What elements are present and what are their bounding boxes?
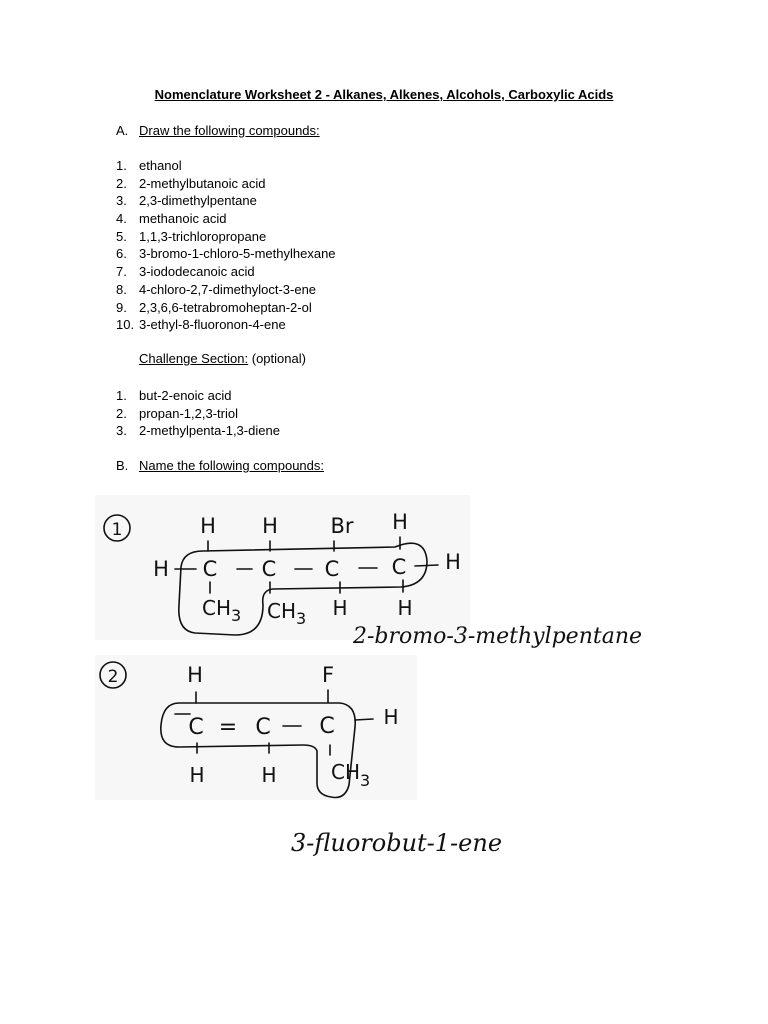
atom-chain-c2: C xyxy=(255,715,271,740)
atom-chain-c3: C xyxy=(319,714,335,739)
section-a-heading xyxy=(116,123,320,138)
list-item xyxy=(116,387,280,405)
structure-2-answer: 3-fluorobut-1-ene xyxy=(291,829,503,857)
section-a-title: Draw the following compounds: xyxy=(139,123,320,138)
item-number: 1. xyxy=(116,158,127,173)
item-number: 2. xyxy=(116,175,127,191)
atom-chain-c1: C xyxy=(202,557,218,581)
item-number: 3. xyxy=(116,193,127,209)
atom-chain-c1: C xyxy=(188,715,204,740)
list-item xyxy=(116,281,336,299)
atom-bottom-3: H xyxy=(332,596,348,620)
item-number: 1. xyxy=(116,388,127,403)
list-item xyxy=(116,299,336,317)
list-item xyxy=(116,210,336,228)
challenge-title: Challenge Section: xyxy=(139,351,249,366)
structure-1-drawing xyxy=(95,495,745,655)
atom-bottom-4: H xyxy=(397,596,413,620)
item-text: 3-bromo-1-chloro-5-methylhexane xyxy=(139,246,336,262)
atom-bottom-2: $CH_3$ xyxy=(267,599,307,628)
atom-bottom-2: H xyxy=(261,763,277,787)
list-item xyxy=(116,422,280,440)
list-item xyxy=(116,175,336,193)
item-text: 2-methylpenta-1,3-diene xyxy=(139,423,280,439)
question-number: 1 xyxy=(111,520,123,540)
structure-2-drawing xyxy=(95,655,595,865)
item-number: 2. xyxy=(116,405,127,421)
list-item xyxy=(116,316,336,334)
atom-top-4: H xyxy=(392,510,408,534)
section-b-heading xyxy=(116,458,324,473)
item-number: 6. xyxy=(116,246,127,262)
item-text: 2,3-dimethylpentane xyxy=(139,193,257,209)
item-number: 5. xyxy=(116,228,127,244)
atom-top-2: F xyxy=(321,663,335,687)
item-text: 4-chloro-2,7-dimethyloct-3-ene xyxy=(139,281,317,297)
double-bond: = xyxy=(218,715,238,740)
atom-chain-c4: C xyxy=(391,555,407,579)
list-item xyxy=(116,245,336,263)
list-item xyxy=(116,228,336,246)
atom-bottom-1: H xyxy=(189,763,205,787)
atom-chain-c2: C xyxy=(261,557,277,581)
atom-chain-c3: C xyxy=(324,557,340,581)
draw-list xyxy=(116,157,336,334)
atom-top-2: H xyxy=(262,514,278,538)
item-number: 3. xyxy=(116,423,127,439)
item-text: but-2-enoic acid xyxy=(139,388,232,403)
question-number: 2 xyxy=(107,667,119,687)
worksheet-title: Nomenclature Worksheet 2 - Alkanes, Alkenes, Alcohols, Carboxylic Acids xyxy=(154,87,614,102)
item-text: propan-1,2,3-triol xyxy=(139,405,238,421)
atom-top-3: Br xyxy=(330,514,354,538)
item-text: 3-ethyl-8-fluoronon-4-ene xyxy=(139,317,286,333)
structure-1-answer: 2-bromo-3-methylpentane xyxy=(353,624,643,649)
item-text: ethanol xyxy=(139,158,182,173)
item-text: 1,1,3-trichloropropane xyxy=(139,228,267,244)
item-number: 10. xyxy=(116,317,135,333)
atom-chain-h-right: H xyxy=(383,705,399,729)
challenge-heading xyxy=(139,351,306,366)
list-item xyxy=(116,405,280,423)
atom-top-1: H xyxy=(200,514,216,538)
list-item xyxy=(116,157,336,175)
atom-top-1: H xyxy=(187,663,203,687)
item-number: 8. xyxy=(116,281,127,297)
item-text: 2,3,6,6-tetrabromoheptan-2-ol xyxy=(139,299,312,315)
item-number: 9. xyxy=(116,299,127,315)
atom-bottom-1: $CH_3$ xyxy=(202,596,242,625)
challenge-list xyxy=(116,387,280,440)
item-text: 3-iododecanoic acid xyxy=(139,264,255,280)
item-number: 7. xyxy=(116,264,127,280)
section-b-letter: B. xyxy=(116,458,129,473)
item-text: 2-methylbutanoic acid xyxy=(139,175,266,191)
challenge-note: (optional) xyxy=(248,351,306,366)
item-text: methanoic acid xyxy=(139,211,227,227)
bond xyxy=(355,719,373,720)
section-b-title: Name the following compounds: xyxy=(139,458,324,473)
atom-bottom-3: $CH_3$ xyxy=(331,760,371,790)
list-item xyxy=(116,263,336,281)
atom-chain-h-left: H xyxy=(153,557,169,581)
item-number: 4. xyxy=(116,211,127,227)
list-item xyxy=(116,192,336,210)
section-a-letter: A. xyxy=(116,123,129,138)
atom-chain-h-right: H xyxy=(445,550,461,574)
